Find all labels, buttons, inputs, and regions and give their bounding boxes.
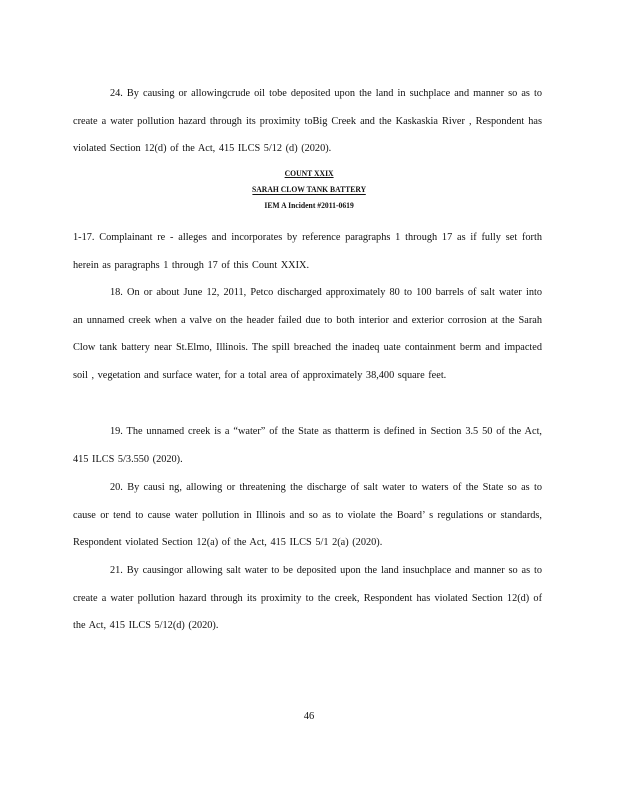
count-heading-text: COUNT XXIX [284, 168, 334, 178]
count-heading [31, 168, 587, 178]
paragraph-1-17: 1-17. Complainant re - alleges and incorporates by reference paragraphs 1 through 17 as if fully set forth herein as paragraphs 1 through 17 of this Count XXIX. [73, 232, 542, 271]
paragraph-21: 21. By causingor allowing salt water to be deposited upon the land insuchplace and manner so as to create a water pollution hazard through its proximity to the creek, Respondent has violated Section 12(d) of the Act, 415 ILCS 5/12(d) (2020). [73, 565, 542, 631]
paragraph-20: 20. By causi ng, allowing or threatening the discharge of salt water to waters of the State so as to cause or tend to cause water pollution in Illinois and so as to violate the Board’ s regulations or standards, Respondent violated Section 12(a) of the Act, 415 ILCS 5/1 2(a) (2020). [73, 482, 542, 548]
paragraph-19: 19. The unnamed creek is a “water” of the State as thatterm is defined in Section 3.5 50 of the Act, 415 ILCS 5/3.550 (2020). [73, 426, 542, 465]
incident-heading: IEM A Incident #2011-0619 [264, 200, 354, 210]
paragraph-18: 18. On or about June 12, 2011, Petco discharged approximately 80 to 100 barrels of salt water into an unnamed creek when a valve on the header failed due to both interior and exterior corrosion at the Sarah Clow tank battery near St.Elmo, Illinois. The spill breached the inadeq uate containment berm and impacted soil , vegetation and surface water, for a total area of approximately 38,400 square feet. [73, 287, 542, 381]
page-number: 46 [303, 711, 315, 722]
paragraph-24: 24. By causing or allowingcrude oil tobe deposited upon the land in suchplace and manner so as to create a water pollution hazard through its proximity toBig Creek and the Kaskaskia River , Respondent has violated Section 12(d) of the Act, 415 ILCS 5/12 (d) (2020). [73, 88, 542, 154]
subject-heading-text: SARAH CLOW TANK BATTERY [252, 184, 367, 194]
subject-heading [31, 184, 587, 195]
